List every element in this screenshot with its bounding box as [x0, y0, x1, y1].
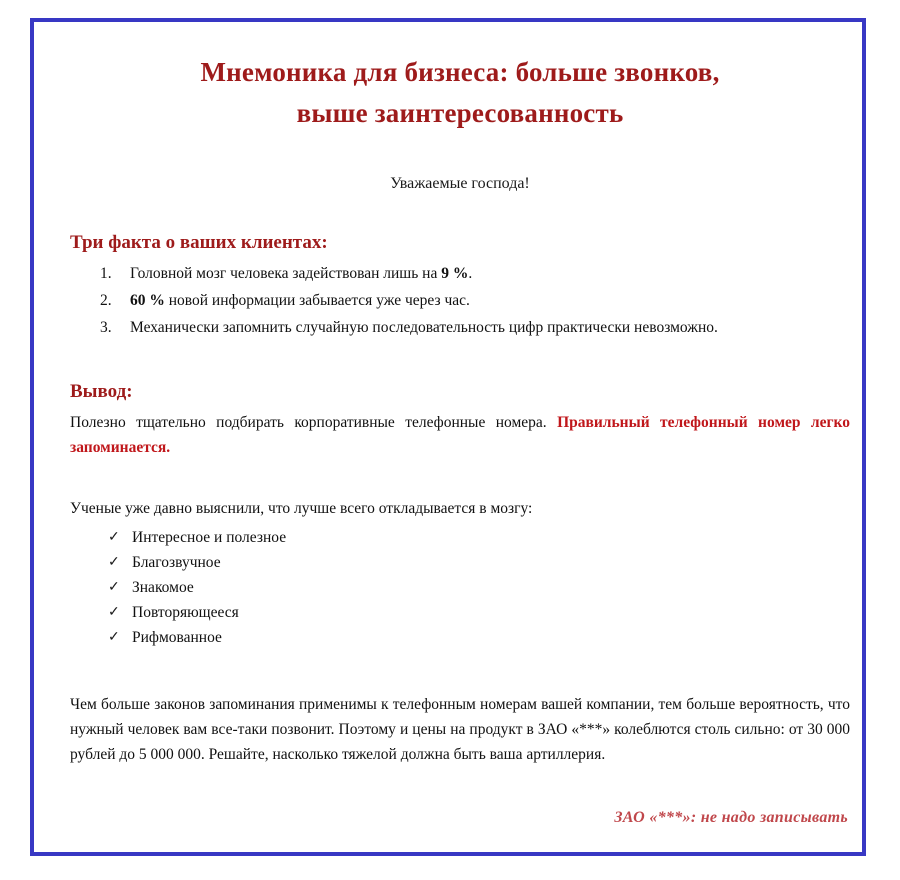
list-item [70, 261, 850, 286]
list-item [70, 525, 850, 550]
list-item [70, 625, 850, 650]
fact-emphasis: 60 % [130, 292, 165, 309]
conclusion-highlight-text: Правильный телефонный номер легко запоминается. [70, 414, 850, 456]
document-title [70, 52, 850, 134]
salutation: Уважаемые господа! [390, 175, 530, 192]
document-content [70, 52, 850, 845]
list-item [70, 550, 850, 575]
check-item-label: Интересное и полезное [132, 529, 287, 546]
document-title-line-2: выше заинтересованность [296, 98, 624, 128]
checks-lead-in: Ученые уже давно выяснили, что лучше всего откладывается в мозгу: [70, 500, 533, 517]
fact-emphasis: 9 % [441, 265, 469, 282]
fact-text-after: . [468, 265, 473, 282]
fact-text-after: новой информации забывается уже через час. [164, 292, 470, 309]
conclusion-plain-text: Полезно тщательно подбирать корпоративные телефонные номера. [70, 414, 558, 431]
check-item-label: Рифмованное [132, 629, 222, 646]
list-item [70, 575, 850, 600]
conclusion-paragraph [70, 410, 850, 460]
facts-list [70, 261, 850, 340]
fact-text-before: Механически запомнить случайную последовательность цифр практически невозможно. [130, 319, 718, 336]
fact-text-before: Головной мозг человека задействован лишь на [130, 265, 442, 282]
page-border-frame [30, 18, 866, 856]
check-icon: ✓ [108, 580, 120, 595]
list-item [70, 600, 850, 625]
closing-paragraph: Чем больше законов запоминания применимы к телефонным номерам вашей компании, тем больше вероятность, что нужный человек вам все-таки позвонит. Поэтому и цены на продукт в ЗАО «***» колеблются столь сильно: от 30 000 рублей до 5 000 000. Решайте, насколько тяжелой должна быть ваша артиллерия. [70, 696, 850, 763]
check-item-label: Знакомое [132, 579, 194, 596]
check-icon: ✓ [108, 630, 120, 645]
check-item-label: Повторяющееся [132, 604, 239, 621]
document-title-line-1: Мнемоника для бизнеса: больше звонков, [200, 57, 720, 87]
list-item [70, 315, 850, 340]
check-icon: ✓ [108, 605, 120, 620]
check-icon: ✓ [108, 555, 120, 570]
list-item [70, 288, 850, 313]
memory-checklist [70, 525, 850, 650]
signature-line: ЗАО «***»: не надо записывать [614, 809, 848, 826]
conclusion-heading: Вывод: [70, 381, 133, 402]
check-icon: ✓ [108, 530, 120, 545]
facts-heading: Три факта о ваших клиентах: [70, 232, 328, 253]
check-item-label: Благозвучное [132, 554, 221, 571]
